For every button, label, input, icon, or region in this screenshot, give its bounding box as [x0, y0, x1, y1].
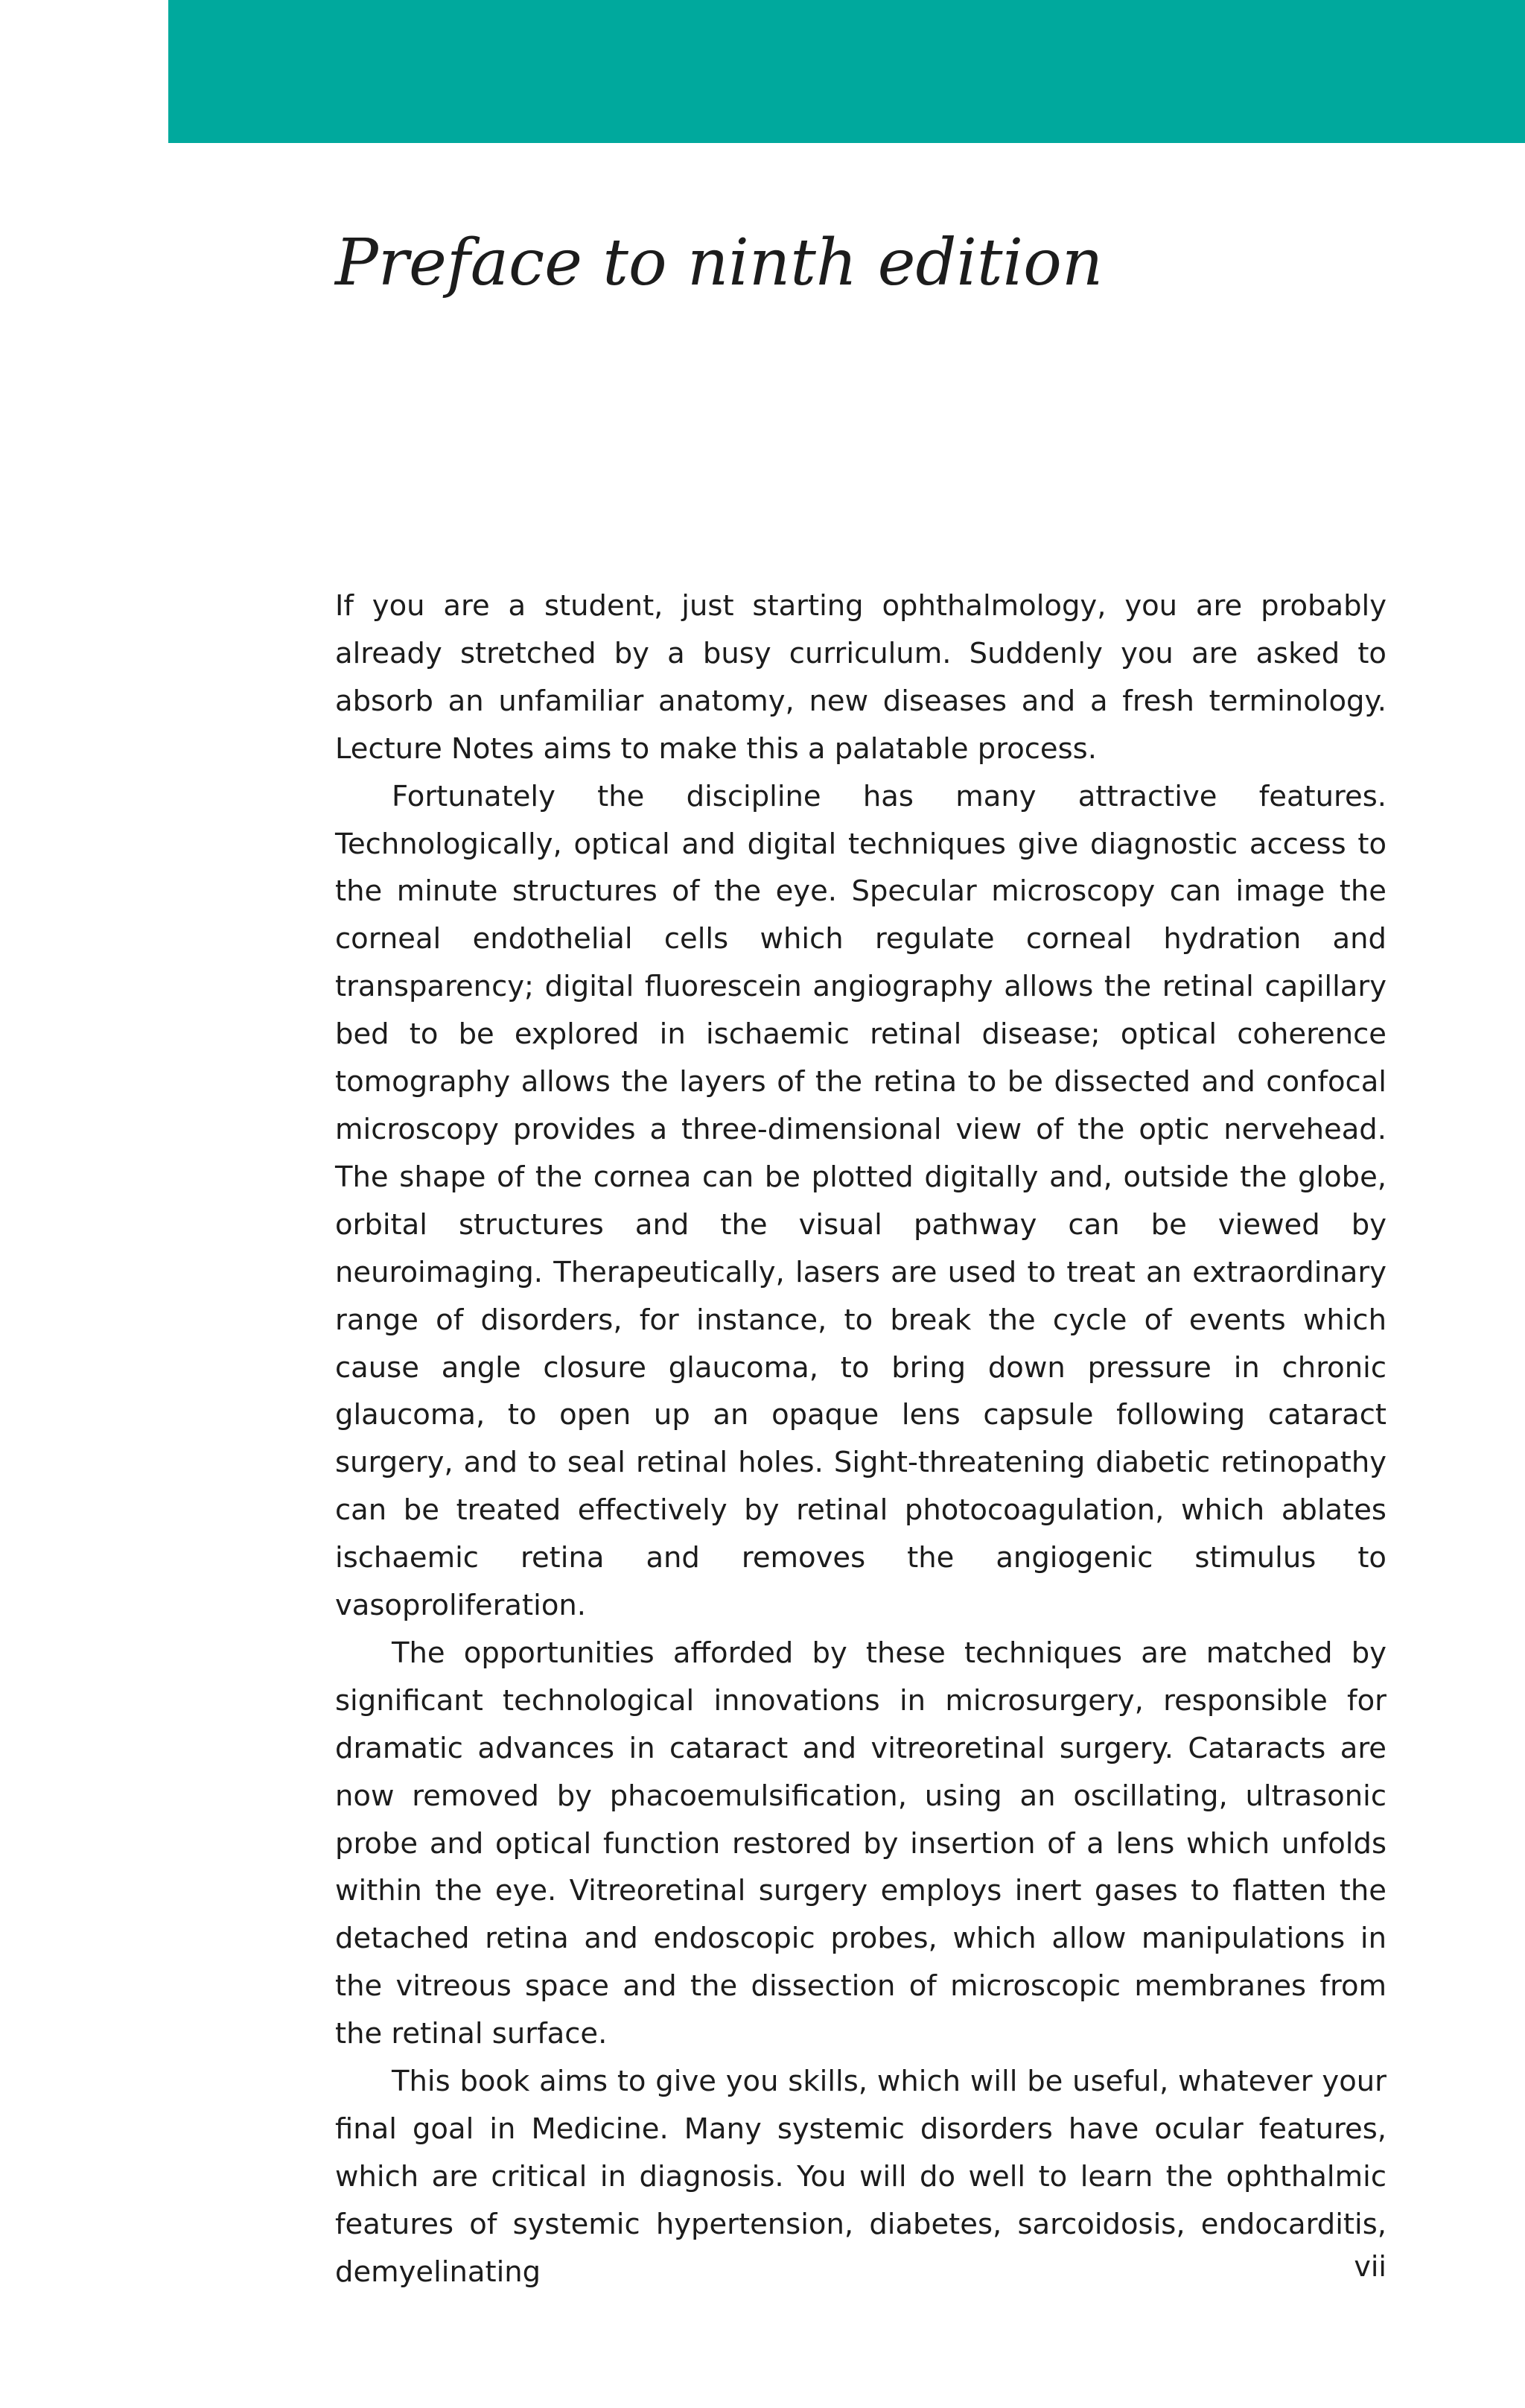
- paragraph-1: If you are a student, just starting ophthalmology, you are probably already stretched by a busy curriculum. Suddenly you are asked to absorb an unfamiliar anatomy, new diseases and a fresh terminology. Lecture Notes aims to make this a palatable process.: [335, 589, 1386, 766]
- page-title: Preface to ninth edition: [335, 226, 1104, 300]
- paragraph-4: This book aims to give you skills, which will be useful, whatever your final goal in Medicine. Many systemic disorders have ocular features, which are critical in diagnosis. You will do well to learn the ophthalmic features of systemic hypertension, diabetes, sarcoidosis, endocarditis, demyelinating: [335, 2065, 1386, 2289]
- page-number: vii: [1354, 2250, 1386, 2283]
- header-band: [168, 0, 1525, 143]
- paragraph-2: Fortunately the discipline has many attractive features. Technologically, optical and digital techniques give diagnostic access to the minute structures of the eye. Specular microscopy can image the corneal endothelial cells which regulate corneal hydration and transparency; digital fluorescein angiography allows the retinal capillary bed to be explored in ischaemic retinal disease; optical coherence tomography allows the layers of the retina to be dissected and confocal microscopy provides a three-dimensional view of the optic nervehead. The shape of the cornea can be plotted digitally and, outside the globe, orbital structures and the visual pathway can be viewed by neuroimaging. Therapeutically, lasers are used to treat an extraordinary range of disorders, for instance, to break the cycle of events which cause angle closure glaucoma, to bring down pressure in chronic glaucoma, to open up an opaque lens capsule following cataract surgery, and to seal retinal holes. Sight-threatening diabetic retinopathy can be treated effectively by retinal photocoagulation, which ablates ischaemic retina and removes the angiogenic stimulus to vasoproliferation.: [335, 779, 1386, 1623]
- paragraph-3: The opportunities afforded by these techniques are matched by significant technological innovations in microsurgery, responsible for dramatic advances in cataract and vitreoretinal surgery. Cataracts are now removed by phacoemulsification, using an oscillating, ultrasonic probe and optical function restored by insertion of a lens which unfolds within the eye. Vitreoretinal surgery employs inert gases to flatten the detached retina and endoscopic probes, which allow manipulations in the vitreous space and the dissection of microscopic membranes from the retinal surface.: [335, 1636, 1386, 2051]
- preface-body: [335, 582, 1386, 2296]
